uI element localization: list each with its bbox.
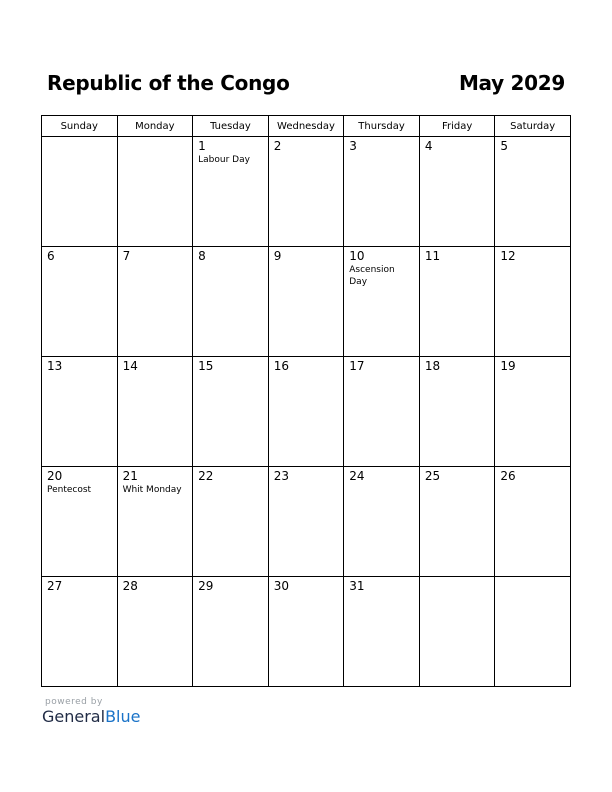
day-cell	[419, 137, 495, 247]
day-cell	[42, 467, 118, 577]
day-cell	[495, 137, 571, 247]
day-number: 12	[500, 249, 516, 263]
weekday-header-row	[42, 116, 571, 137]
day-number: 28	[122, 579, 138, 593]
weekday-header: Thursday	[344, 116, 420, 137]
holiday-label: Whit Monday	[122, 485, 182, 495]
day-number: 27	[47, 579, 63, 593]
day-number: 16	[273, 359, 289, 373]
day-cell	[42, 247, 118, 357]
holiday-label: Pentecost	[47, 485, 92, 495]
day-cell	[419, 577, 495, 687]
weekday-header: Friday	[419, 116, 495, 137]
day-number: 18	[424, 359, 441, 373]
calendar-month-title: May 2029	[458, 71, 565, 95]
holiday-label: Labour Day	[198, 155, 250, 165]
day-cell	[419, 467, 495, 577]
footer-brand	[42, 697, 140, 726]
day-cell	[419, 357, 495, 467]
day-cell	[117, 467, 193, 577]
day-cell	[268, 357, 344, 467]
week-row	[42, 357, 571, 467]
day-cell	[117, 577, 193, 687]
day-number: 21	[122, 469, 138, 483]
powered-by-label: powered by	[45, 697, 103, 707]
day-number: 8	[198, 249, 206, 263]
day-cell	[344, 467, 420, 577]
calendar-grid	[41, 115, 571, 687]
week-row	[42, 137, 571, 247]
day-number: 19	[500, 359, 516, 373]
holiday-label: Ascension Day	[349, 265, 395, 287]
day-number: 10	[349, 249, 365, 263]
day-number: 15	[198, 359, 214, 373]
day-cell	[193, 247, 269, 357]
day-cell	[268, 137, 344, 247]
day-number: 13	[47, 359, 63, 373]
day-number: 11	[424, 249, 441, 263]
day-number: 5	[500, 139, 509, 153]
brand-general-text: General	[42, 707, 106, 726]
day-cell	[344, 357, 420, 467]
day-number: 26	[500, 469, 516, 483]
day-cell	[344, 137, 420, 247]
day-number: 1	[198, 139, 206, 153]
day-cell	[193, 577, 269, 687]
day-cell	[117, 247, 193, 357]
day-cell	[419, 247, 495, 357]
day-number: 30	[273, 579, 289, 593]
day-cell	[117, 357, 193, 467]
day-number: 20	[47, 469, 63, 483]
day-number: 25	[424, 469, 441, 483]
day-cell	[495, 357, 571, 467]
day-number: 3	[349, 139, 357, 153]
weekday-header: Monday	[117, 116, 193, 137]
day-number: 6	[47, 249, 55, 263]
day-cell	[344, 577, 420, 687]
day-cell	[495, 577, 571, 687]
weekday-header: Tuesday	[193, 116, 269, 137]
day-number: 29	[198, 579, 214, 593]
day-cell	[193, 137, 269, 247]
day-cell	[193, 357, 269, 467]
day-number: 17	[349, 359, 365, 373]
day-cell	[268, 577, 344, 687]
day-cell	[42, 577, 118, 687]
day-number: 2	[273, 139, 282, 153]
day-cell	[117, 137, 193, 247]
day-number: 7	[122, 249, 131, 263]
brand-blue-text: Blue	[105, 707, 141, 726]
week-row	[42, 247, 571, 357]
day-number: 24	[349, 469, 365, 483]
weekday-header: Wednesday	[268, 116, 344, 137]
day-cell	[42, 357, 118, 467]
generalblue-logo[interactable]	[42, 707, 140, 726]
day-number: 4	[424, 139, 433, 153]
day-cell	[495, 247, 571, 357]
day-cell	[495, 467, 571, 577]
day-number: 14	[122, 359, 138, 373]
day-number: 9	[273, 249, 282, 263]
weekday-header: Sunday	[42, 116, 118, 137]
calendar-country-title: Republic of the Congo	[47, 71, 290, 95]
week-row	[42, 467, 571, 577]
day-cell	[193, 467, 269, 577]
week-row	[42, 577, 571, 687]
day-number: 22	[198, 469, 214, 483]
day-number: 23	[273, 469, 289, 483]
day-cell	[268, 467, 344, 577]
day-cell	[268, 247, 344, 357]
weekday-header: Saturday	[495, 116, 571, 137]
day-number: 31	[349, 579, 365, 593]
day-cell	[42, 137, 118, 247]
day-cell	[344, 247, 420, 357]
